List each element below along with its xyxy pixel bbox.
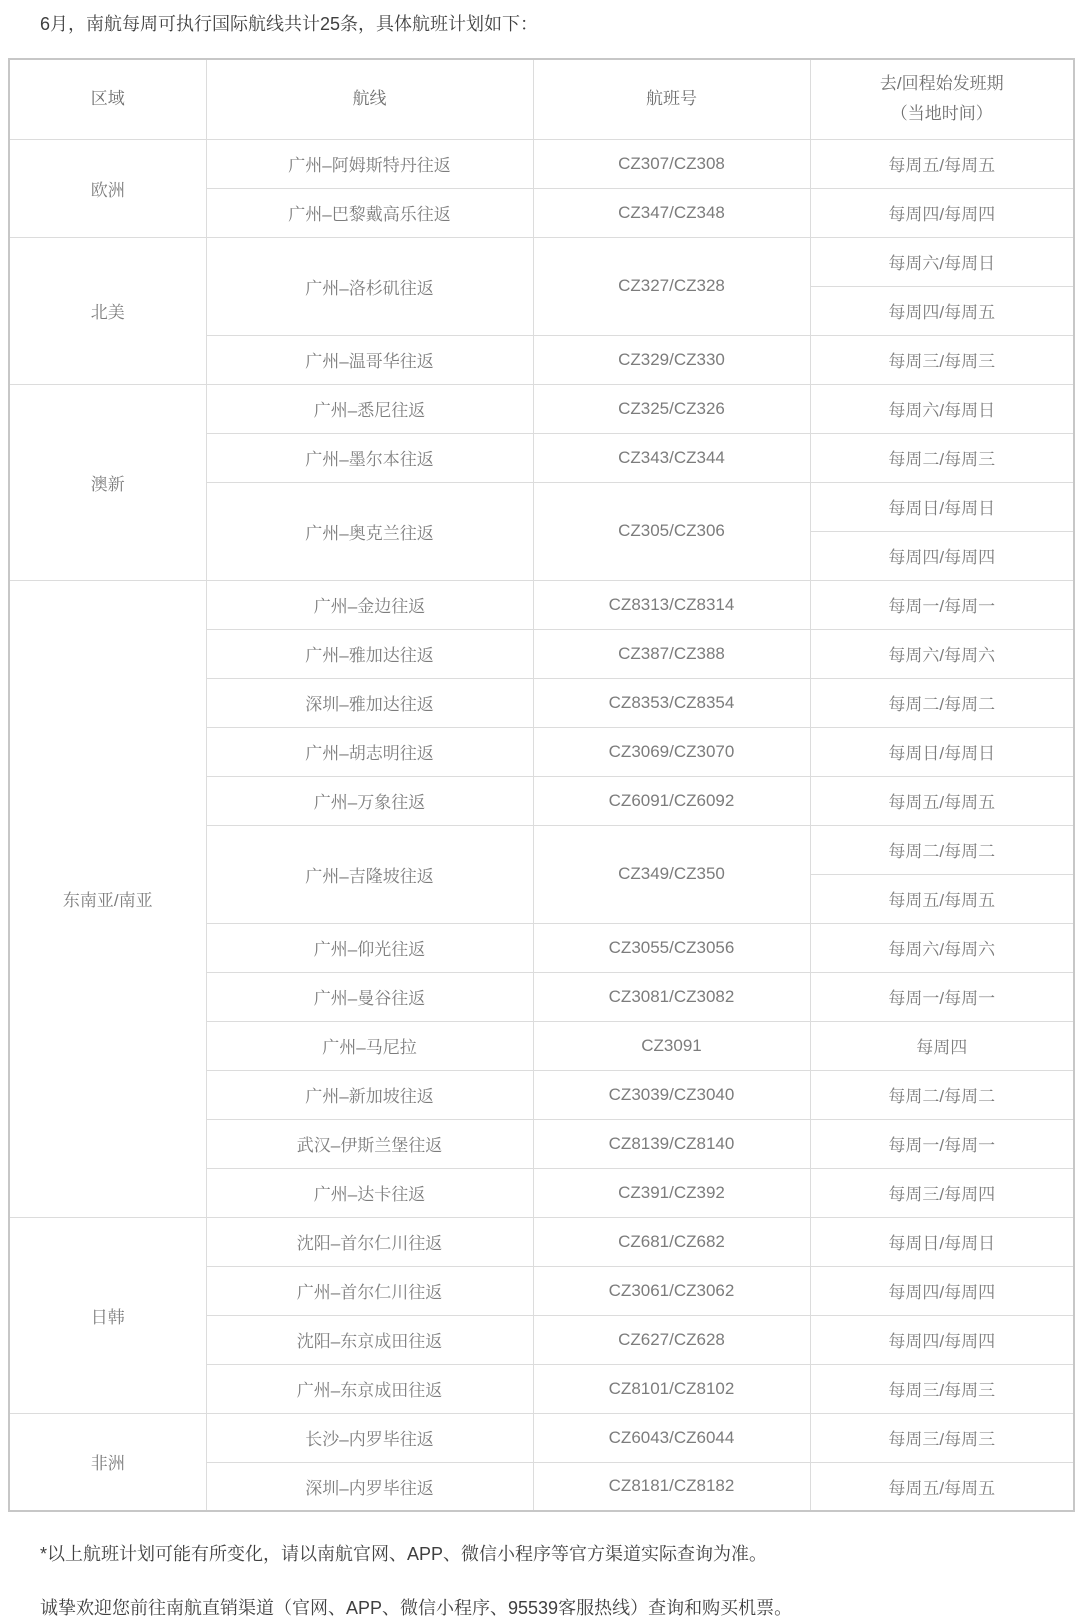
flight-number-cell: CZ8353/CZ8354 xyxy=(533,678,810,727)
route-cell: 广州–金边往返 xyxy=(206,580,533,629)
schedule-cell: 每周二/每周三 xyxy=(810,433,1074,482)
schedule-cell: 每周四/每周四 xyxy=(810,1315,1074,1364)
region-cell: 欧洲 xyxy=(9,139,206,237)
schedule-cell: 每周日/每周日 xyxy=(810,727,1074,776)
flight-table-body xyxy=(9,139,1074,1511)
schedule-cell: 每周日/每周日 xyxy=(810,482,1074,531)
flight-number-cell: CZ3061/CZ3062 xyxy=(533,1266,810,1315)
flight-number-cell: CZ681/CZ682 xyxy=(533,1217,810,1266)
schedule-cell: 每周三/每周三 xyxy=(810,1364,1074,1413)
region-cell: 澳新 xyxy=(9,384,206,580)
flight-number-cell: CZ3081/CZ3082 xyxy=(533,972,810,1021)
schedule-cell: 每周二/每周二 xyxy=(810,1070,1074,1119)
col-header-route: 航线 xyxy=(206,59,533,139)
schedule-cell: 每周三/每周四 xyxy=(810,1168,1074,1217)
route-cell: 广州–悉尼往返 xyxy=(206,384,533,433)
route-cell: 深圳–内罗毕往返 xyxy=(206,1462,533,1511)
route-cell: 广州–仰光往返 xyxy=(206,923,533,972)
route-cell: 广州–达卡往返 xyxy=(206,1168,533,1217)
table-row xyxy=(9,580,1074,629)
route-cell: 广州–雅加达往返 xyxy=(206,629,533,678)
flight-number-cell: CZ8313/CZ8314 xyxy=(533,580,810,629)
flight-number-cell: CZ325/CZ326 xyxy=(533,384,810,433)
table-row xyxy=(9,237,1074,286)
flight-number-cell: CZ3039/CZ3040 xyxy=(533,1070,810,1119)
route-cell: 广州–曼谷往返 xyxy=(206,972,533,1021)
route-cell: 长沙–内罗毕往返 xyxy=(206,1413,533,1462)
flight-number-cell: CZ627/CZ628 xyxy=(533,1315,810,1364)
route-cell: 广州–马尼拉 xyxy=(206,1021,533,1070)
flight-number-cell: CZ6043/CZ6044 xyxy=(533,1413,810,1462)
region-cell: 北美 xyxy=(9,237,206,384)
schedule-cell: 每周一/每周一 xyxy=(810,1119,1074,1168)
flight-number-cell: CZ307/CZ308 xyxy=(533,139,810,188)
flight-number-cell: CZ8139/CZ8140 xyxy=(533,1119,810,1168)
schedule-cell: 每周四/每周五 xyxy=(810,286,1074,335)
flight-number-cell: CZ8101/CZ8102 xyxy=(533,1364,810,1413)
schedule-cell: 每周五/每周五 xyxy=(810,139,1074,188)
table-header-row xyxy=(9,59,1074,139)
flight-number-cell: CZ343/CZ344 xyxy=(533,433,810,482)
schedule-cell: 每周六/每周日 xyxy=(810,237,1074,286)
route-cell: 广州–吉隆坡往返 xyxy=(206,825,533,923)
table-row xyxy=(9,1413,1074,1462)
flight-number-cell: CZ3069/CZ3070 xyxy=(533,727,810,776)
region-cell: 东南亚/南亚 xyxy=(9,580,206,1217)
route-cell: 广州–阿姆斯特丹往返 xyxy=(206,139,533,188)
route-cell: 广州–洛杉矶往返 xyxy=(206,237,533,335)
table-row xyxy=(9,139,1074,188)
schedule-cell: 每周四/每周四 xyxy=(810,531,1074,580)
schedule-cell: 每周四 xyxy=(810,1021,1074,1070)
closing-text: 诚挚欢迎您前往南航直销渠道（官网、APP、微信小程序、95539客服热线）查询和购买机票。 xyxy=(40,1598,793,1618)
col-header-region: 区域 xyxy=(9,59,206,139)
flight-number-cell: CZ391/CZ392 xyxy=(533,1168,810,1217)
route-cell: 广州–墨尔本往返 xyxy=(206,433,533,482)
route-cell: 沈阳–首尔仁川往返 xyxy=(206,1217,533,1266)
table-row xyxy=(9,1217,1074,1266)
schedule-cell: 每周六/每周六 xyxy=(810,629,1074,678)
flight-number-cell: CZ3055/CZ3056 xyxy=(533,923,810,972)
route-cell: 广州–东京成田往返 xyxy=(206,1364,533,1413)
route-cell: 深圳–雅加达往返 xyxy=(206,678,533,727)
flight-number-cell: CZ387/CZ388 xyxy=(533,629,810,678)
schedule-cell: 每周一/每周一 xyxy=(810,580,1074,629)
col-header-schedule-line2: （当地时间） xyxy=(890,104,993,124)
route-cell: 广州–首尔仁川往返 xyxy=(206,1266,533,1315)
schedule-cell: 每周六/每周日 xyxy=(810,384,1074,433)
flight-schedule-table xyxy=(8,58,1075,1512)
flight-number-cell: CZ327/CZ328 xyxy=(533,237,810,335)
route-cell: 广州–奥克兰往返 xyxy=(206,482,533,580)
route-cell: 广州–胡志明往返 xyxy=(206,727,533,776)
route-cell: 武汉–伊斯兰堡往返 xyxy=(206,1119,533,1168)
schedule-cell: 每周六/每周六 xyxy=(810,923,1074,972)
schedule-cell: 每周日/每周日 xyxy=(810,1217,1074,1266)
route-cell: 广州–万象往返 xyxy=(206,776,533,825)
flight-number-cell: CZ349/CZ350 xyxy=(533,825,810,923)
col-header-schedule-line1: 去/回程始发班期 xyxy=(879,74,1004,94)
schedule-cell: 每周三/每周三 xyxy=(810,335,1074,384)
col-header-flight-no: 航班号 xyxy=(533,59,810,139)
route-cell: 广州–新加坡往返 xyxy=(206,1070,533,1119)
region-cell: 日韩 xyxy=(9,1217,206,1413)
footnote-text: *以上航班计划可能有所变化，请以南航官网、APP、微信小程序等官方渠道实际查询为准。 xyxy=(40,1544,768,1564)
schedule-cell: 每周二/每周二 xyxy=(810,678,1074,727)
schedule-cell: 每周五/每周五 xyxy=(810,1462,1074,1511)
schedule-cell: 每周二/每周二 xyxy=(810,825,1074,874)
flight-number-cell: CZ347/CZ348 xyxy=(533,188,810,237)
flight-number-cell: CZ3091 xyxy=(533,1021,810,1070)
schedule-cell: 每周三/每周三 xyxy=(810,1413,1074,1462)
route-cell: 广州–巴黎戴高乐往返 xyxy=(206,188,533,237)
schedule-cell: 每周四/每周四 xyxy=(810,188,1074,237)
schedule-cell: 每周四/每周四 xyxy=(810,1266,1074,1315)
flight-number-cell: CZ6091/CZ6092 xyxy=(533,776,810,825)
flight-number-cell: CZ329/CZ330 xyxy=(533,335,810,384)
table-row xyxy=(9,384,1074,433)
region-cell: 非洲 xyxy=(9,1413,206,1511)
flight-number-cell: CZ305/CZ306 xyxy=(533,482,810,580)
schedule-cell: 每周五/每周五 xyxy=(810,776,1074,825)
flight-number-cell: CZ8181/CZ8182 xyxy=(533,1462,810,1511)
schedule-cell: 每周一/每周一 xyxy=(810,972,1074,1021)
route-cell: 沈阳–东京成田往返 xyxy=(206,1315,533,1364)
schedule-cell: 每周五/每周五 xyxy=(810,874,1074,923)
route-cell: 广州–温哥华往返 xyxy=(206,335,533,384)
col-header-schedule xyxy=(810,59,1074,139)
intro-text: 6月，南航每周可执行国际航线共计25条，具体航班计划如下： xyxy=(40,14,539,34)
